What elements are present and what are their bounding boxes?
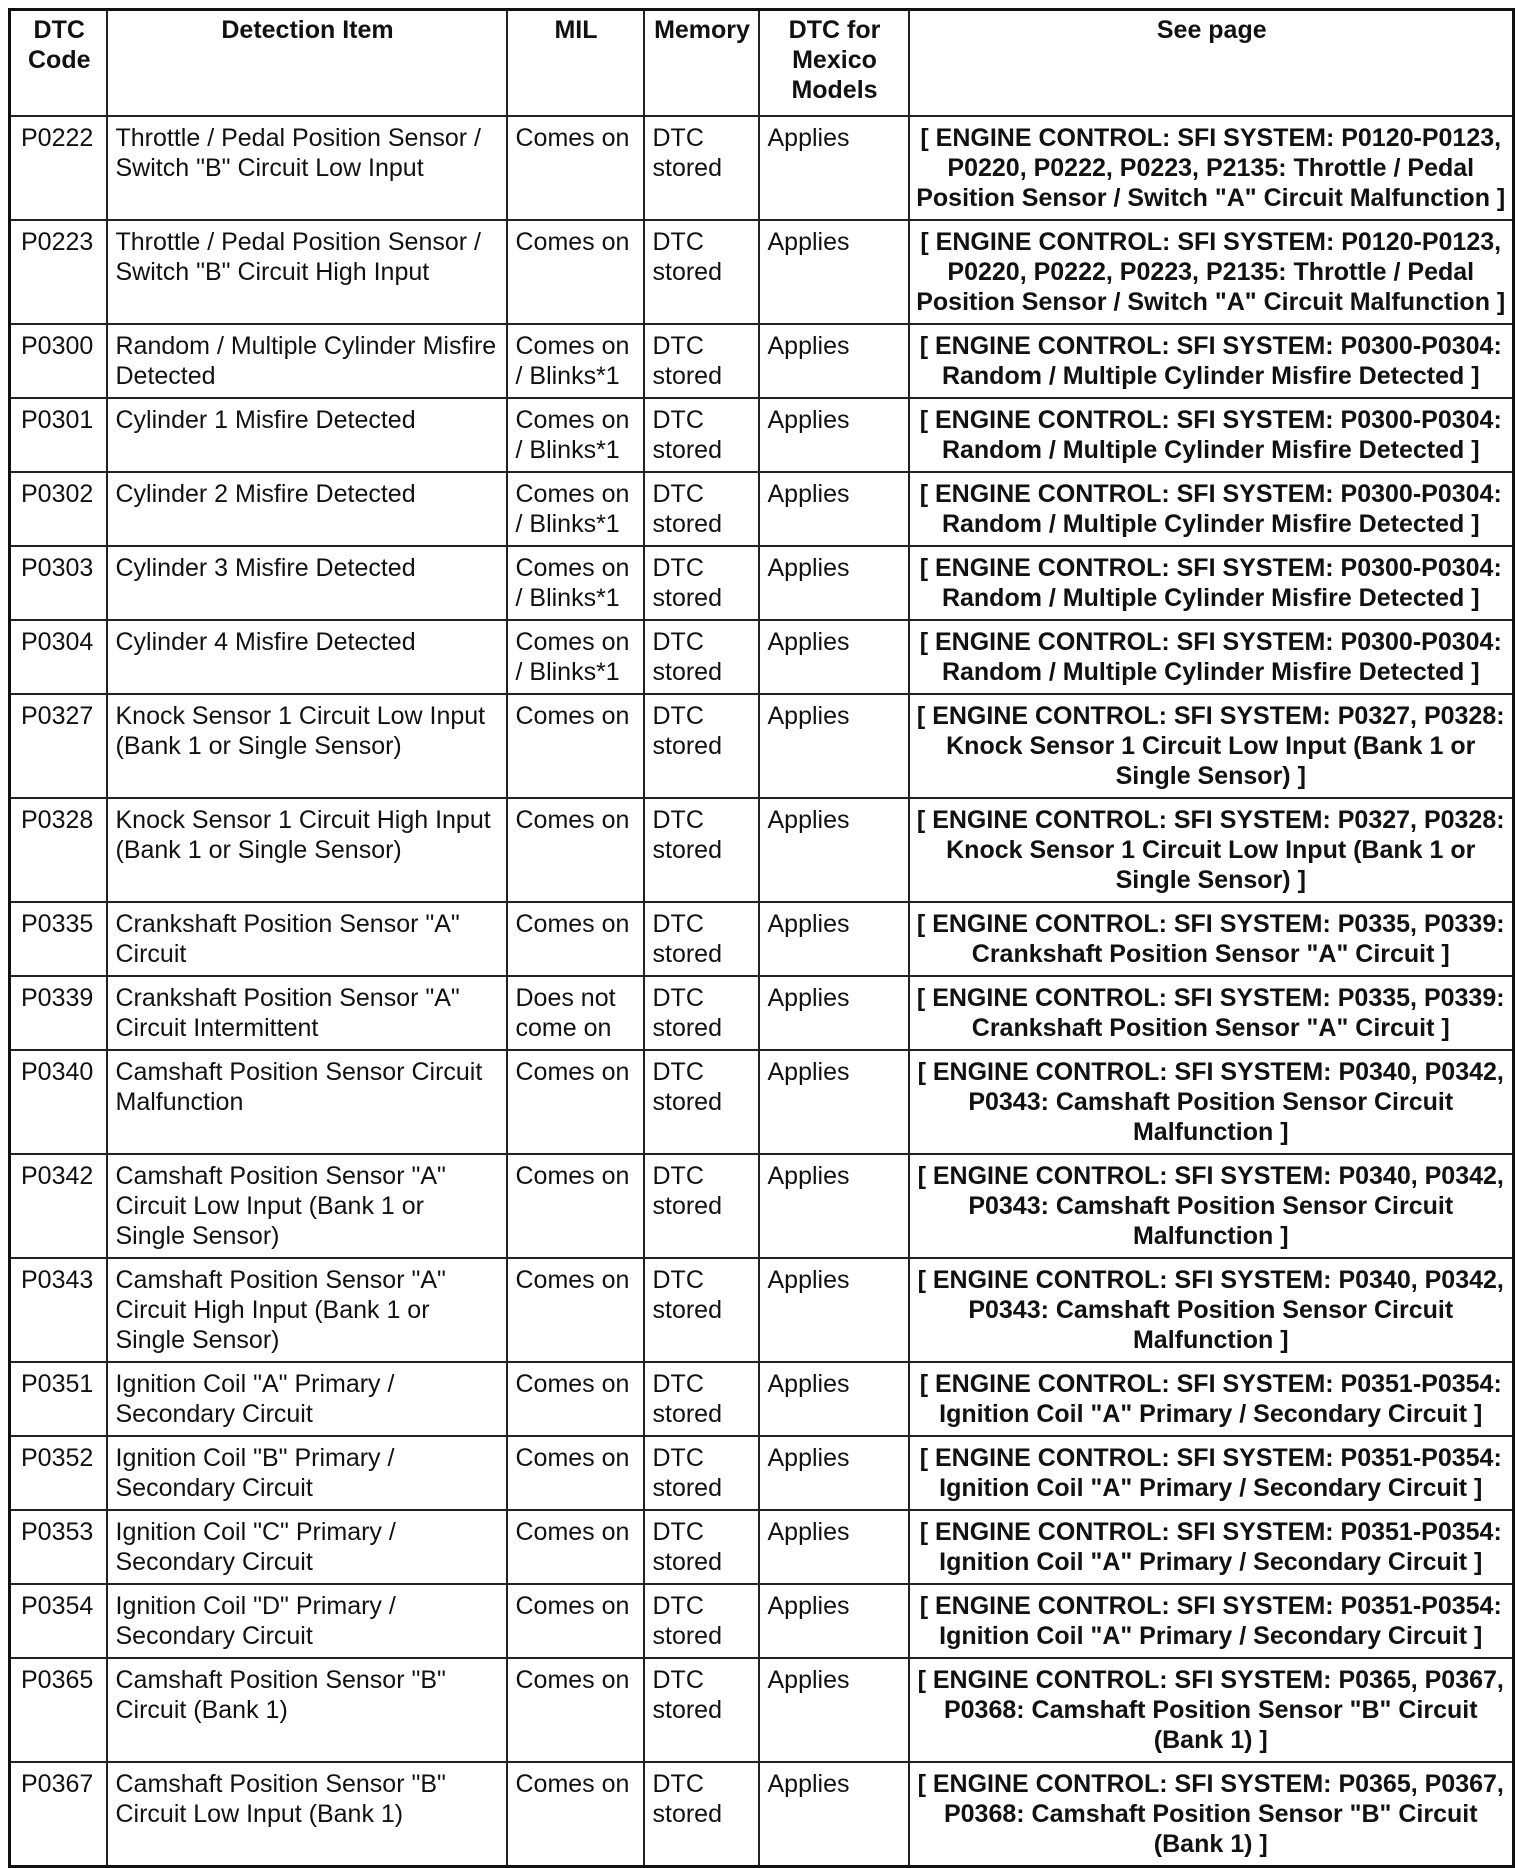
mil-cell: Comes on — [507, 1510, 644, 1584]
table-row — [10, 798, 1514, 902]
see-page-link[interactable]: [ ENGINE CONTROL: SFI SYSTEM: P0300-P0304: Random / Multiple Cylinder Misfire Detected ] — [909, 620, 1514, 694]
detection-item-cell: Ignition Coil "C" Primary / Secondary Circuit — [107, 1510, 507, 1584]
detection-item-cell: Cylinder 3 Misfire Detected — [107, 546, 507, 620]
mexico-cell: Applies — [759, 1050, 909, 1154]
detection-item-cell: Camshaft Position Sensor Circuit Malfunction — [107, 1050, 507, 1154]
dtc-code-cell: P0301 — [10, 398, 107, 472]
see-page-link[interactable]: [ ENGINE CONTROL: SFI SYSTEM: P0365, P0367, P0368: Camshaft Position Sensor "B" Circuit (Bank 1) ] — [909, 1762, 1514, 1867]
detection-item-cell: Knock Sensor 1 Circuit Low Input (Bank 1 or Single Sensor) — [107, 694, 507, 798]
dtc-code-cell: P0335 — [10, 902, 107, 976]
table-row — [10, 220, 1514, 324]
table-row — [10, 902, 1514, 976]
dtc-code-cell: P0353 — [10, 1510, 107, 1584]
mil-cell: Comes on — [507, 1362, 644, 1436]
see-page-link[interactable]: [ ENGINE CONTROL: SFI SYSTEM: P0351-P0354: Ignition Coil "A" Primary / Secondary Circuit ] — [909, 1436, 1514, 1510]
dtc-code-cell: P0340 — [10, 1050, 107, 1154]
detection-item-cell: Knock Sensor 1 Circuit High Input (Bank 1 or Single Sensor) — [107, 798, 507, 902]
memory-cell: DTC stored — [644, 620, 759, 694]
memory-cell: DTC stored — [644, 1050, 759, 1154]
memory-cell: DTC stored — [644, 472, 759, 546]
table-row — [10, 620, 1514, 694]
mexico-cell: Applies — [759, 398, 909, 472]
mexico-cell: Applies — [759, 798, 909, 902]
see-page-link[interactable]: [ ENGINE CONTROL: SFI SYSTEM: P0327, P0328: Knock Sensor 1 Circuit Low Input (Bank 1 or Single Sensor) ] — [909, 798, 1514, 902]
mexico-cell: Applies — [759, 220, 909, 324]
detection-item-cell: Cylinder 2 Misfire Detected — [107, 472, 507, 546]
dtc-table-sheet — [8, 8, 1512, 1868]
header-row — [10, 10, 1514, 117]
mexico-cell: Applies — [759, 1762, 909, 1867]
memory-cell: DTC stored — [644, 1154, 759, 1258]
dtc-code-cell: P0222 — [10, 116, 107, 220]
dtc-code-cell: P0352 — [10, 1436, 107, 1510]
mil-cell: Comes on — [507, 1584, 644, 1658]
dtc-code-cell: P0339 — [10, 976, 107, 1050]
header-see-page: See page — [909, 10, 1514, 117]
memory-cell: DTC stored — [644, 220, 759, 324]
detection-item-cell: Ignition Coil "A" Primary / Secondary Circuit — [107, 1362, 507, 1436]
mil-cell: Comes on — [507, 1436, 644, 1510]
detection-item-cell: Ignition Coil "D" Primary / Secondary Circuit — [107, 1584, 507, 1658]
mexico-cell: Applies — [759, 1436, 909, 1510]
header-dtc-code: DTC Code — [10, 10, 107, 117]
see-page-link[interactable]: [ ENGINE CONTROL: SFI SYSTEM: P0335, P0339: Crankshaft Position Sensor "A" Circuit ] — [909, 976, 1514, 1050]
see-page-link[interactable]: [ ENGINE CONTROL: SFI SYSTEM: P0340, P0342, P0343: Camshaft Position Sensor Circuit Malfunction ] — [909, 1050, 1514, 1154]
mil-cell: Comes on — [507, 1154, 644, 1258]
see-page-link[interactable]: [ ENGINE CONTROL: SFI SYSTEM: P0351-P0354: Ignition Coil "A" Primary / Secondary Circuit ] — [909, 1584, 1514, 1658]
detection-item-cell: Ignition Coil "B" Primary / Secondary Circuit — [107, 1436, 507, 1510]
dtc-code-cell: P0351 — [10, 1362, 107, 1436]
header-memory: Memory — [644, 10, 759, 117]
table-row — [10, 324, 1514, 398]
detection-item-cell: Camshaft Position Sensor "B" Circuit Low Input (Bank 1) — [107, 1762, 507, 1867]
dtc-code-cell: P0304 — [10, 620, 107, 694]
dtc-code-cell: P0303 — [10, 546, 107, 620]
memory-cell: DTC stored — [644, 1362, 759, 1436]
detection-item-cell: Cylinder 1 Misfire Detected — [107, 398, 507, 472]
see-page-link[interactable]: [ ENGINE CONTROL: SFI SYSTEM: P0300-P0304: Random / Multiple Cylinder Misfire Detected ] — [909, 398, 1514, 472]
dtc-code-cell: P0302 — [10, 472, 107, 546]
dtc-code-cell: P0367 — [10, 1762, 107, 1867]
table-row — [10, 1658, 1514, 1762]
mil-cell: Comes on / Blinks*1 — [507, 324, 644, 398]
see-page-link[interactable]: [ ENGINE CONTROL: SFI SYSTEM: P0300-P0304: Random / Multiple Cylinder Misfire Detected ] — [909, 546, 1514, 620]
memory-cell: DTC stored — [644, 1584, 759, 1658]
mil-cell: Comes on — [507, 1762, 644, 1867]
table-body — [10, 116, 1514, 1867]
see-page-link[interactable]: [ ENGINE CONTROL: SFI SYSTEM: P0300-P0304: Random / Multiple Cylinder Misfire Detected ] — [909, 472, 1514, 546]
see-page-link[interactable]: [ ENGINE CONTROL: SFI SYSTEM: P0327, P0328: Knock Sensor 1 Circuit Low Input (Bank 1 or Single Sensor) ] — [909, 694, 1514, 798]
memory-cell: DTC stored — [644, 694, 759, 798]
mil-cell: Comes on — [507, 1258, 644, 1362]
table-row — [10, 1584, 1514, 1658]
mexico-cell: Applies — [759, 1584, 909, 1658]
table-row — [10, 1510, 1514, 1584]
memory-cell: DTC stored — [644, 902, 759, 976]
see-page-link[interactable]: [ ENGINE CONTROL: SFI SYSTEM: P0300-P0304: Random / Multiple Cylinder Misfire Detected ] — [909, 324, 1514, 398]
detection-item-cell: Throttle / Pedal Position Sensor / Switch "B" Circuit High Input — [107, 220, 507, 324]
header-mil: MIL — [507, 10, 644, 117]
table-row — [10, 1050, 1514, 1154]
table-row — [10, 472, 1514, 546]
dtc-code-cell: P0343 — [10, 1258, 107, 1362]
memory-cell: DTC stored — [644, 976, 759, 1050]
table-row — [10, 1362, 1514, 1436]
mexico-cell: Applies — [759, 1658, 909, 1762]
mexico-cell: Applies — [759, 1362, 909, 1436]
see-page-link[interactable]: [ ENGINE CONTROL: SFI SYSTEM: P0351-P0354: Ignition Coil "A" Primary / Secondary Circuit ] — [909, 1362, 1514, 1436]
mexico-cell: Applies — [759, 694, 909, 798]
memory-cell: DTC stored — [644, 1658, 759, 1762]
mil-cell: Comes on — [507, 902, 644, 976]
table-row — [10, 1258, 1514, 1362]
table-row — [10, 976, 1514, 1050]
table-row — [10, 1436, 1514, 1510]
memory-cell: DTC stored — [644, 398, 759, 472]
memory-cell: DTC stored — [644, 324, 759, 398]
see-page-link[interactable]: [ ENGINE CONTROL: SFI SYSTEM: P0340, P0342, P0343: Camshaft Position Sensor Circuit Malfunction ] — [909, 1154, 1514, 1258]
mil-cell: Comes on — [507, 1658, 644, 1762]
mexico-cell: Applies — [759, 472, 909, 546]
detection-item-cell: Camshaft Position Sensor "A" Circuit High Input (Bank 1 or Single Sensor) — [107, 1258, 507, 1362]
header-detection-item: Detection Item — [107, 10, 507, 117]
mexico-cell: Applies — [759, 620, 909, 694]
table-row — [10, 1154, 1514, 1258]
see-page-link[interactable]: [ ENGINE CONTROL: SFI SYSTEM: P0340, P0342, P0343: Camshaft Position Sensor Circuit Malfunction ] — [909, 1258, 1514, 1362]
detection-item-cell: Cylinder 4 Misfire Detected — [107, 620, 507, 694]
dtc-code-cell: P0328 — [10, 798, 107, 902]
dtc-code-cell: P0354 — [10, 1584, 107, 1658]
mil-cell: Comes on / Blinks*1 — [507, 472, 644, 546]
memory-cell: DTC stored — [644, 116, 759, 220]
table-header — [10, 10, 1514, 117]
memory-cell: DTC stored — [644, 1436, 759, 1510]
detection-item-cell: Crankshaft Position Sensor "A" Circuit — [107, 902, 507, 976]
mexico-cell: Applies — [759, 976, 909, 1050]
memory-cell: DTC stored — [644, 1762, 759, 1867]
see-page-link[interactable]: [ ENGINE CONTROL: SFI SYSTEM: P0351-P0354: Ignition Coil "A" Primary / Secondary Circuit ] — [909, 1510, 1514, 1584]
mexico-cell: Applies — [759, 1258, 909, 1362]
see-page-link[interactable]: [ ENGINE CONTROL: SFI SYSTEM: P0120-P0123, P0220, P0222, P0223, P2135: Throttle / Pedal Position Sensor / Switch "A" Circuit Malfunction ] — [909, 220, 1514, 324]
mil-cell: Does not come on — [507, 976, 644, 1050]
dtc-code-cell: P0327 — [10, 694, 107, 798]
mil-cell: Comes on — [507, 798, 644, 902]
mil-cell: Comes on — [507, 694, 644, 798]
detection-item-cell: Camshaft Position Sensor "A" Circuit Low Input (Bank 1 or Single Sensor) — [107, 1154, 507, 1258]
table-row — [10, 546, 1514, 620]
table-row — [10, 1762, 1514, 1867]
detection-item-cell: Throttle / Pedal Position Sensor / Switch "B" Circuit Low Input — [107, 116, 507, 220]
memory-cell: DTC stored — [644, 1258, 759, 1362]
mexico-cell: Applies — [759, 324, 909, 398]
dtc-code-cell: P0365 — [10, 1658, 107, 1762]
detection-item-cell: Random / Multiple Cylinder Misfire Detected — [107, 324, 507, 398]
see-page-link[interactable]: [ ENGINE CONTROL: SFI SYSTEM: P0365, P0367, P0368: Camshaft Position Sensor "B" Circuit (Bank 1) ] — [909, 1658, 1514, 1762]
table-row — [10, 694, 1514, 798]
memory-cell: DTC stored — [644, 798, 759, 902]
mil-cell: Comes on — [507, 116, 644, 220]
table-row — [10, 398, 1514, 472]
mexico-cell: Applies — [759, 546, 909, 620]
dtc-code-cell: P0300 — [10, 324, 107, 398]
mil-cell: Comes on — [507, 220, 644, 324]
dtc-code-cell: P0223 — [10, 220, 107, 324]
table-row — [10, 116, 1514, 220]
mexico-cell: Applies — [759, 1154, 909, 1258]
see-page-link[interactable]: [ ENGINE CONTROL: SFI SYSTEM: P0335, P0339: Crankshaft Position Sensor "A" Circuit ] — [909, 902, 1514, 976]
mexico-cell: Applies — [759, 116, 909, 220]
mil-cell: Comes on / Blinks*1 — [507, 398, 644, 472]
mil-cell: Comes on — [507, 1050, 644, 1154]
detection-item-cell: Camshaft Position Sensor "B" Circuit (Bank 1) — [107, 1658, 507, 1762]
header-dtc-for-mexico: DTC for Mexico Models — [759, 10, 909, 117]
mil-cell: Comes on / Blinks*1 — [507, 546, 644, 620]
mexico-cell: Applies — [759, 902, 909, 976]
memory-cell: DTC stored — [644, 1510, 759, 1584]
dtc-table — [8, 8, 1515, 1868]
memory-cell: DTC stored — [644, 546, 759, 620]
see-page-link[interactable]: [ ENGINE CONTROL: SFI SYSTEM: P0120-P0123, P0220, P0222, P0223, P2135: Throttle / Pedal Position Sensor / Switch "A" Circuit Malfunction ] — [909, 116, 1514, 220]
mil-cell: Comes on / Blinks*1 — [507, 620, 644, 694]
dtc-code-cell: P0342 — [10, 1154, 107, 1258]
mexico-cell: Applies — [759, 1510, 909, 1584]
detection-item-cell: Crankshaft Position Sensor "A" Circuit Intermittent — [107, 976, 507, 1050]
